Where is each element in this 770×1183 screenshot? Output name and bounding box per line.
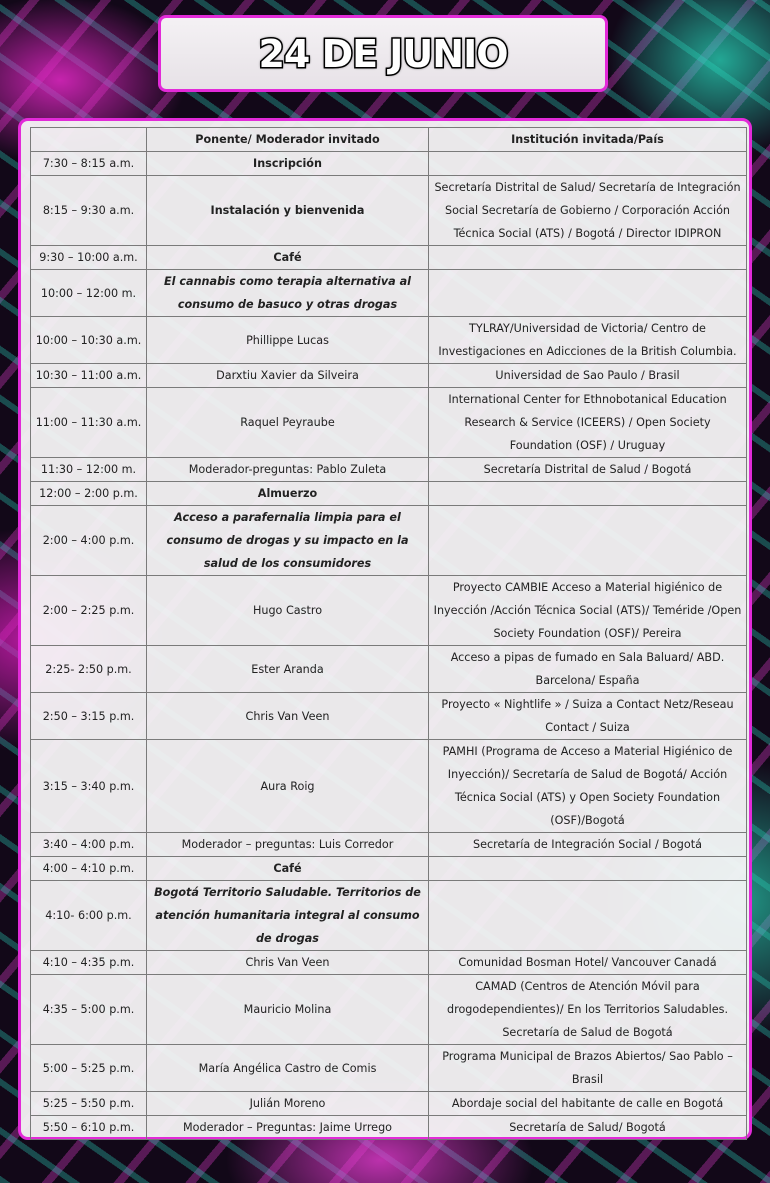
table-row (31, 270, 747, 317)
speaker-cell: El cannabis como terapia alternativa al consumo de basuco y otras drogas (147, 270, 429, 317)
time-cell: 4:10- 6:00 p.m. (31, 881, 147, 951)
institution-cell: Programa Municipal de Brazos Abiertos/ Sao Pablo – Brasil (429, 1045, 747, 1092)
schedule-panel (18, 118, 752, 1140)
header-institution: Institución invitada/País (429, 128, 747, 152)
institution-cell: International Center for Ethnobotanical Education Research & Service (ICEERS) / Open Society Foundation (OSF) / Uruguay (429, 388, 747, 458)
schedule-table (30, 127, 747, 1140)
institution-cell: Proyecto CAMBIE Acceso a Material higiénico de Inyección /Acción Técnica Social (ATS)/ Teméride /Open Society Foundation (OSF)/ Pereira (429, 576, 747, 646)
institution-cell: Universidad de Sao Paulo / Brasil (429, 364, 747, 388)
time-cell: 3:15 – 3:40 p.m. (31, 740, 147, 833)
time-cell: 12:00 – 2:00 p.m. (31, 482, 147, 506)
institution-cell (429, 152, 747, 176)
speaker-cell: Almuerzo (147, 482, 429, 506)
time-cell: 7:30 – 8:15 a.m. (31, 152, 147, 176)
table-row (31, 1045, 747, 1092)
institution-cell: CAMAD (Centros de Atención Móvil para drogodependientes)/ En los Territorios Saludables. Secretaría de Salud de Bogotá (429, 975, 747, 1045)
time-cell: 5:50 – 6:10 p.m. (31, 1116, 147, 1140)
time-cell: 10:30 – 11:00 a.m. (31, 364, 147, 388)
speaker-cell: Chris Van Veen (147, 693, 429, 740)
title-banner (158, 15, 608, 92)
table-row (31, 975, 747, 1045)
speaker-cell: Inscripción (147, 152, 429, 176)
header-speaker: Ponente/ Moderador invitado (147, 128, 429, 152)
institution-cell (429, 482, 747, 506)
time-cell: 4:10 – 4:35 p.m. (31, 951, 147, 975)
time-cell: 9:30 – 10:00 a.m. (31, 246, 147, 270)
table-row (31, 388, 747, 458)
time-cell: 5:00 – 5:25 p.m. (31, 1045, 147, 1092)
table-row (31, 458, 747, 482)
speaker-cell: Café (147, 857, 429, 881)
institution-cell: Acceso a pipas de fumado en Sala Baluard/ ABD. Barcelona/ España (429, 646, 747, 693)
speaker-cell: Aura Roig (147, 740, 429, 833)
institution-cell (429, 246, 747, 270)
time-cell: 5:25 – 5:50 p.m. (31, 1092, 147, 1116)
table-row (31, 951, 747, 975)
header-time (31, 128, 147, 152)
time-cell: 11:30 – 12:00 m. (31, 458, 147, 482)
institution-cell: Secretaría de Integración Social / Bogotá (429, 833, 747, 857)
speaker-cell: Hugo Castro (147, 576, 429, 646)
time-cell: 3:40 – 4:00 p.m. (31, 833, 147, 857)
table-row (31, 246, 747, 270)
time-cell: 11:00 – 11:30 a.m. (31, 388, 147, 458)
time-cell: 10:00 – 10:30 a.m. (31, 317, 147, 364)
page-title: 24 DE JUNIO (258, 31, 508, 76)
institution-cell (429, 857, 747, 881)
table-row (31, 881, 747, 951)
institution-cell: Secretaría Distrital de Salud/ Secretaría de Integración Social Secretaría de Gobierno / Corporación Acción Técnica Social (ATS) / Bogotá / Director IDIPRON (429, 176, 747, 246)
institution-cell: Secretaría Distrital de Salud / Bogotá (429, 458, 747, 482)
speaker-cell: Julián Moreno (147, 1092, 429, 1116)
schedule-body (31, 152, 747, 1140)
table-row (31, 176, 747, 246)
table-row (31, 740, 747, 833)
speaker-cell: María Angélica Castro de Comis (147, 1045, 429, 1092)
table-row (31, 833, 747, 857)
institution-cell: TYLRAY/Universidad de Victoria/ Centro de Investigaciones en Adicciones de la British Columbia. (429, 317, 747, 364)
table-row (31, 317, 747, 364)
speaker-cell: Moderador – Preguntas: Jaime Urrego (147, 1116, 429, 1140)
speaker-cell: Mauricio Molina (147, 975, 429, 1045)
table-row (31, 506, 747, 576)
speaker-cell: Phillippe Lucas (147, 317, 429, 364)
time-cell: 4:35 – 5:00 p.m. (31, 975, 147, 1045)
time-cell: 2:50 – 3:15 p.m. (31, 693, 147, 740)
institution-cell: Proyecto « Nightlife » / Suiza a Contact Netz/Reseau Contact / Suiza (429, 693, 747, 740)
speaker-cell: Moderador – preguntas: Luis Corredor (147, 833, 429, 857)
table-row (31, 482, 747, 506)
speaker-cell: Raquel Peyraube (147, 388, 429, 458)
table-header-row (31, 128, 747, 152)
time-cell: 8:15 – 9:30 a.m. (31, 176, 147, 246)
time-cell: 2:00 – 4:00 p.m. (31, 506, 147, 576)
time-cell: 2:00 – 2:25 p.m. (31, 576, 147, 646)
time-cell: 4:00 – 4:10 p.m. (31, 857, 147, 881)
table-row (31, 646, 747, 693)
speaker-cell: Moderador-preguntas: Pablo Zuleta (147, 458, 429, 482)
institution-cell: Abordaje social del habitante de calle en Bogotá (429, 1092, 747, 1116)
table-row (31, 1116, 747, 1140)
speaker-cell: Café (147, 246, 429, 270)
institution-cell (429, 881, 747, 951)
speaker-cell: Instalación y bienvenida (147, 176, 429, 246)
speaker-cell: Acceso a parafernalia limpia para el consumo de drogas y su impacto en la salud de los consumidores (147, 506, 429, 576)
speaker-cell: Darxtiu Xavier da Silveira (147, 364, 429, 388)
table-row (31, 152, 747, 176)
time-cell: 10:00 – 12:00 m. (31, 270, 147, 317)
institution-cell (429, 270, 747, 317)
table-row (31, 857, 747, 881)
institution-cell: PAMHI (Programa de Acceso a Material Higiénico de Inyección)/ Secretaría de Salud de Bogotá/ Acción Técnica Social (ATS) y Open Society Foundation (OSF)/Bogotá (429, 740, 747, 833)
institution-cell (429, 506, 747, 576)
table-row (31, 576, 747, 646)
table-row (31, 693, 747, 740)
speaker-cell: Chris Van Veen (147, 951, 429, 975)
speaker-cell: Ester Aranda (147, 646, 429, 693)
time-cell: 2:25- 2:50 p.m. (31, 646, 147, 693)
table-row (31, 364, 747, 388)
institution-cell: Secretaría de Salud/ Bogotá (429, 1116, 747, 1140)
table-row (31, 1092, 747, 1116)
speaker-cell: Bogotá Territorio Saludable. Territorios de atención humanitaria integral al consumo de drogas (147, 881, 429, 951)
institution-cell: Comunidad Bosman Hotel/ Vancouver Canadá (429, 951, 747, 975)
